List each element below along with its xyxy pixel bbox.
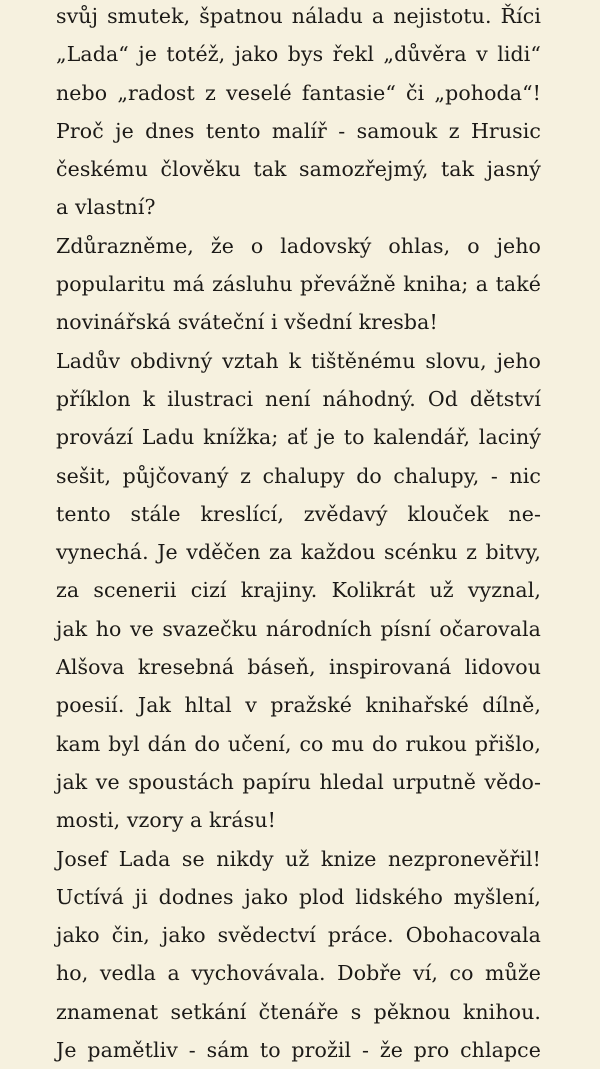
text-line: Ladův obdivný vztah k tištěnému slovu, jeho xyxy=(56,348,541,373)
text-line: Zdůrazněme, že o ladovský ohlas, o jeho xyxy=(56,233,541,258)
text-line: tento stále kreslící, zvědavý klouček ne- xyxy=(56,501,541,526)
text-line: Uctívá ji dodnes jako plod lidského myšlení, xyxy=(56,884,541,909)
text-line: kam byl dán do učení, co mu do rukou přišlo, xyxy=(56,731,541,756)
text-line: „Lada“ je totéž, jako bys řekl „důvěra v lidi“ xyxy=(56,42,541,67)
text-line: za scenerii cizí krajiny. Kolikrát už vyznal, xyxy=(56,578,541,603)
text-line: znamenat setkání čtenáře s pěknou knihou. xyxy=(56,999,541,1024)
text-line: Josef Lada se nikdy už knize nezpronevěřil! xyxy=(56,846,541,871)
text-line: českému člověku tak samozřejmý, tak jasný xyxy=(56,157,541,182)
text-line: Je pamětliv - sám to prožil - že pro chlapce xyxy=(56,1038,541,1063)
text-line: mosti, vzory a krásu! xyxy=(56,808,276,833)
text-line: jak ho ve svazečku národních písní očarovala xyxy=(56,616,541,641)
text-line: jak ve spoustách papíru hledal urputně vědo- xyxy=(56,769,541,794)
text-line: poesií. Jak hltal v pražské knihařské dílně, xyxy=(56,693,541,718)
text-line: ho, vedla a vychovávala. Dobře ví, co může xyxy=(56,961,541,986)
text-line: příklon k ilustraci není náhodný. Od dětství xyxy=(56,386,541,411)
text-line: novinářská sváteční i všední kresba! xyxy=(56,310,438,335)
text-line: popularitu má zásluhu převážně kniha; a také xyxy=(56,272,541,297)
text-line: jako čin, jako svědectví práce. Obohacovala xyxy=(56,923,541,948)
text-line: Alšova kresebná báseň, inspirovaná lidovou xyxy=(56,655,541,680)
text-line: provází Ladu knížka; ať je to kalendář, laciný xyxy=(56,425,541,450)
text-line: nebo „radost z veselé fantasie“ či „pohoda“! xyxy=(56,80,541,105)
text-line: a vlastní? xyxy=(56,195,156,220)
text-line: vynechá. Je vděčen za každou scénku z bitvy, xyxy=(56,540,541,565)
text-line: Proč je dnes tento malíř - samouk z Hrusic xyxy=(56,118,541,143)
text-line: svůj smutek, špatnou náladu a nejistotu. Říci xyxy=(56,4,541,28)
text-line: sešit, půjčovaný z chalupy do chalupy, - nic xyxy=(56,463,541,488)
body-text xyxy=(56,0,541,1069)
